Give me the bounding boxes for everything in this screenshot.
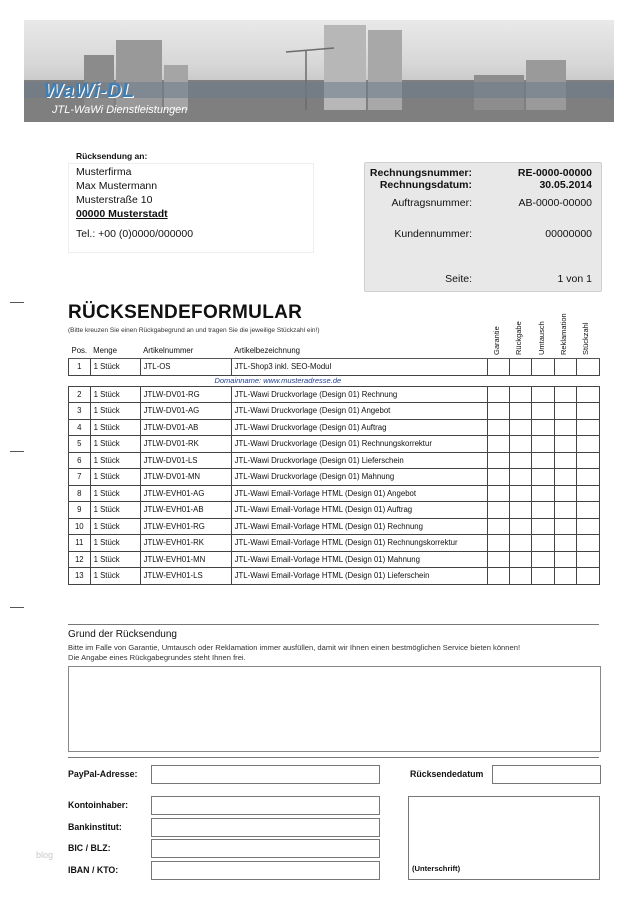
table-row	[69, 568, 600, 585]
logo-text: WaWi-DL	[44, 80, 135, 102]
divider	[68, 757, 599, 758]
cell-pos: 5	[69, 436, 91, 453]
checkbox-exchange[interactable]	[531, 452, 554, 469]
checkbox-warranty[interactable]	[487, 403, 509, 420]
input-pieces[interactable]	[576, 551, 599, 568]
bic-input[interactable]	[151, 839, 380, 858]
account-holder-label: Kontoinhaber:	[68, 800, 129, 810]
checkbox-complaint[interactable]	[554, 535, 576, 552]
cell-article-no: JTLW-EVH01-RG	[140, 518, 231, 535]
checkbox-complaint[interactable]	[554, 359, 576, 376]
customer-number-label: Kundennummer:	[394, 228, 472, 240]
paypal-label: PayPal-Adresse:	[68, 769, 138, 779]
cell-article-no: JTLW-DV01-AB	[140, 419, 231, 436]
cell-description: JTL-Wawi Email-Vorlage HTML (Design 01) Angebot	[231, 485, 487, 502]
cell-article-no: JTLW-DV01-RG	[140, 386, 231, 403]
col-pieces: Stückzahl	[581, 322, 590, 355]
checkbox-warranty[interactable]	[487, 518, 509, 535]
cell-pos: 7	[69, 469, 91, 486]
col-warranty: Garantie	[492, 326, 501, 355]
input-pieces[interactable]	[576, 452, 599, 469]
checkbox-return[interactable]	[509, 518, 531, 535]
cell-pos: 3	[69, 403, 91, 420]
cell-article-no: JTLW-DV01-LS	[140, 452, 231, 469]
cell-description: JTL-Wawi Email-Vorlage HTML (Design 01) Rechnungskorrektur	[231, 535, 487, 552]
table-row	[69, 469, 600, 486]
col-qty: Menge	[90, 343, 140, 359]
col-complaint: Reklamation	[559, 313, 568, 355]
reason-text-1: Bitte im Falle von Garantie, Umtausch oder Reklamation immer ausfüllen, damit wir Ihnen einen bestmöglichen Service bieten können!	[68, 643, 521, 652]
cell-pos: 10	[69, 518, 91, 535]
return-date-input[interactable]	[492, 765, 601, 784]
checkbox-exchange[interactable]	[531, 359, 554, 376]
input-pieces[interactable]	[576, 535, 599, 552]
bank-label: Bankinstitut:	[68, 822, 122, 832]
col-exchange: Umtausch	[537, 321, 546, 355]
cell-description: JTL-Wawi Druckvorlage (Design 01) Mahnung	[231, 469, 487, 486]
address-company: Musterfirma	[76, 166, 132, 178]
checkbox-return[interactable]	[509, 436, 531, 453]
input-pieces[interactable]	[576, 403, 599, 420]
cell-pos: 9	[69, 502, 91, 519]
checkbox-return[interactable]	[509, 535, 531, 552]
page-value: 1 von 1	[557, 273, 592, 285]
checkbox-warranty[interactable]	[487, 535, 509, 552]
input-pieces[interactable]	[576, 436, 599, 453]
address-name: Max Mustermann	[76, 180, 158, 192]
cell-description: JTL-Wawi Email-Vorlage HTML (Design 01) Auftrag	[231, 502, 487, 519]
checkbox-return[interactable]	[509, 386, 531, 403]
cell-article-no: JTLW-DV01-AG	[140, 403, 231, 420]
cell-pos: 11	[69, 535, 91, 552]
iban-label: IBAN / KTO:	[68, 865, 119, 875]
cell-pos: 12	[69, 551, 91, 568]
items-table	[68, 343, 600, 585]
input-pieces[interactable]	[576, 419, 599, 436]
address-street: Musterstraße 10	[76, 194, 153, 206]
checkbox-complaint[interactable]	[554, 469, 576, 486]
cell-qty: 1 Stück	[90, 469, 140, 486]
cell-description: JTL-Wawi Druckvorlage (Design 01) Rechnung	[231, 386, 487, 403]
cell-description: JTL-Wawi Druckvorlage (Design 01) Auftrag	[231, 419, 487, 436]
watermark: blog	[36, 850, 54, 860]
cell-qty: 1 Stück	[90, 359, 140, 376]
checkbox-warranty[interactable]	[487, 419, 509, 436]
checkbox-warranty[interactable]	[487, 551, 509, 568]
checkbox-exchange[interactable]	[531, 386, 554, 403]
invoice-date: 30.05.2014	[539, 179, 592, 191]
input-pieces[interactable]	[576, 568, 599, 585]
cell-description: JTL-Wawi Druckvorlage (Design 01) Angebot	[231, 403, 487, 420]
customer-number: 00000000	[545, 228, 592, 240]
checkbox-warranty[interactable]	[487, 436, 509, 453]
checkbox-exchange[interactable]	[531, 568, 554, 585]
logo-subtitle: JTL-WaWi Dienstleistungen	[52, 104, 188, 116]
checkbox-complaint[interactable]	[554, 452, 576, 469]
checkbox-exchange[interactable]	[531, 551, 554, 568]
cell-pos: 2	[69, 386, 91, 403]
checkbox-return[interactable]	[509, 469, 531, 486]
cell-qty: 1 Stück	[90, 403, 140, 420]
checkbox-return[interactable]	[509, 419, 531, 436]
checkbox-complaint[interactable]	[554, 403, 576, 420]
table-row	[69, 403, 600, 420]
paypal-input[interactable]	[151, 765, 380, 784]
cell-qty: 1 Stück	[90, 518, 140, 535]
input-pieces[interactable]	[576, 469, 599, 486]
cell-description: JTL-Wawi Druckvorlage (Design 01) Lieferschein	[231, 452, 487, 469]
input-pieces[interactable]	[576, 518, 599, 535]
cell-description: JTL-Wawi Email-Vorlage HTML (Design 01) Rechnung	[231, 518, 487, 535]
checkbox-complaint[interactable]	[554, 568, 576, 585]
checkbox-warranty[interactable]	[487, 568, 509, 585]
checkbox-exchange[interactable]	[531, 419, 554, 436]
checkbox-complaint[interactable]	[554, 502, 576, 519]
order-number-label: Auftragsnummer:	[391, 197, 472, 209]
account-holder-input[interactable]	[151, 796, 380, 815]
cell-qty: 1 Stück	[90, 419, 140, 436]
col-return: Rückgabe	[514, 321, 523, 355]
cell-article-no: JTLW-EVH01-MN	[140, 551, 231, 568]
cell-article-no: JTLW-DV01-MN	[140, 469, 231, 486]
reason-text-2: Die Angabe eines Rückgabegrundes steht Ihnen frei.	[68, 653, 246, 662]
checkbox-return[interactable]	[509, 452, 531, 469]
cell-qty: 1 Stück	[90, 551, 140, 568]
cell-pos: 13	[69, 568, 91, 585]
checkbox-return[interactable]	[509, 568, 531, 585]
checkbox-return[interactable]	[509, 551, 531, 568]
cell-article-no: JTL-OS	[140, 359, 231, 376]
table-row	[69, 485, 600, 502]
cell-qty: 1 Stück	[90, 436, 140, 453]
checkbox-exchange[interactable]	[531, 502, 554, 519]
table-row	[69, 502, 600, 519]
address-label: Rücksendung an:	[76, 151, 148, 161]
cell-qty: 1 Stück	[90, 535, 140, 552]
checkbox-exchange[interactable]	[531, 518, 554, 535]
checkbox-warranty[interactable]	[487, 469, 509, 486]
cell-pos: 1	[69, 359, 91, 376]
order-number: AB-0000-00000	[518, 197, 592, 209]
checkbox-complaint[interactable]	[554, 551, 576, 568]
cell-pos: 4	[69, 419, 91, 436]
iban-input[interactable]	[151, 861, 380, 880]
table-row	[69, 535, 600, 552]
cell-pos: 8	[69, 485, 91, 502]
fold-mark	[10, 302, 24, 303]
table-row	[69, 551, 600, 568]
bic-label: BIC / BLZ:	[68, 843, 111, 853]
cell-qty: 1 Stück	[90, 452, 140, 469]
cell-article-no: JTLW-EVH01-AB	[140, 502, 231, 519]
table-row	[69, 452, 600, 469]
cell-qty: 1 Stück	[90, 386, 140, 403]
page-label: Seite:	[445, 273, 472, 285]
checkbox-return[interactable]	[509, 403, 531, 420]
reason-title: Grund der Rücksendung	[68, 629, 177, 640]
table-row	[69, 419, 600, 436]
checkbox-complaint[interactable]	[554, 419, 576, 436]
cell-pos: 6	[69, 452, 91, 469]
input-pieces[interactable]	[576, 386, 599, 403]
cell-description: JTL-Wawi Email-Vorlage HTML (Design 01) Lieferschein	[231, 568, 487, 585]
table-row	[69, 386, 600, 403]
input-pieces[interactable]	[576, 485, 599, 502]
checkbox-complaint[interactable]	[554, 386, 576, 403]
cell-article-no: JTLW-EVH01-AG	[140, 485, 231, 502]
col-article-no: Artikelnummer	[140, 343, 231, 359]
return-date-label: Rücksendedatum	[410, 769, 484, 779]
invoice-number: RE-0000-00000	[517, 167, 592, 179]
table-row	[69, 359, 600, 376]
checkbox-exchange[interactable]	[531, 485, 554, 502]
address-phone: Tel.: +00 (0)0000/000000	[76, 228, 194, 240]
signature-label: (Unterschrift)	[412, 864, 461, 873]
checkbox-warranty[interactable]	[487, 386, 509, 403]
fold-mark	[10, 607, 24, 608]
cell-article-no: JTLW-DV01-RK	[140, 436, 231, 453]
checkbox-return[interactable]	[509, 485, 531, 502]
fold-mark	[10, 451, 24, 452]
checkbox-warranty[interactable]	[487, 502, 509, 519]
invoice-date-label: Rechnungsdatum:	[379, 179, 472, 191]
col-description: Artikelbezeichnung	[231, 343, 487, 359]
divider	[68, 624, 599, 625]
cell-qty: 1 Stück	[90, 502, 140, 519]
cell-description: JTL-Shop3 inkl. SEO-Modul	[231, 359, 487, 376]
invoice-number-label: Rechnungsnummer:	[369, 167, 472, 179]
input-pieces[interactable]	[576, 359, 599, 376]
cell-article-no: JTLW-EVH01-RK	[140, 535, 231, 552]
checkbox-warranty[interactable]	[487, 359, 509, 376]
checkbox-return[interactable]	[509, 359, 531, 376]
input-pieces[interactable]	[576, 502, 599, 519]
cell-qty: 1 Stück	[90, 485, 140, 502]
checkbox-exchange[interactable]	[531, 403, 554, 420]
checkbox-return[interactable]	[509, 502, 531, 519]
cell-description: JTL-Wawi Druckvorlage (Design 01) Rechnungskorrektur	[231, 436, 487, 453]
checkbox-complaint[interactable]	[554, 485, 576, 502]
checkbox-complaint[interactable]	[554, 436, 576, 453]
reason-textarea[interactable]	[68, 666, 601, 752]
form-title: RÜCKSENDEFORMULAR	[68, 302, 303, 323]
checkbox-warranty[interactable]	[487, 452, 509, 469]
table-header-row	[69, 343, 600, 359]
checkbox-warranty[interactable]	[487, 485, 509, 502]
address-city: 00000 Musterstadt	[76, 208, 168, 220]
checkbox-exchange[interactable]	[531, 535, 554, 552]
domain-note-row	[69, 375, 600, 386]
checkbox-exchange[interactable]	[531, 436, 554, 453]
table-row	[69, 436, 600, 453]
checkbox-exchange[interactable]	[531, 469, 554, 486]
bank-input[interactable]	[151, 818, 380, 837]
cell-description: JTL-Wawi Email-Vorlage HTML (Design 01) Mahnung	[231, 551, 487, 568]
cell-article-no: JTLW-EVH01-LS	[140, 568, 231, 585]
checkbox-complaint[interactable]	[554, 518, 576, 535]
form-subtitle: (Bitte kreuzen Sie einen Rückgabegrund an und tragen Sie die jeweilige Stückzahl ein!)	[68, 327, 320, 334]
col-pos: Pos.	[69, 343, 91, 359]
domain-note: Domainname: www.musteradresse.de	[214, 376, 342, 385]
cell-qty: 1 Stück	[90, 568, 140, 585]
table-row	[69, 518, 600, 535]
